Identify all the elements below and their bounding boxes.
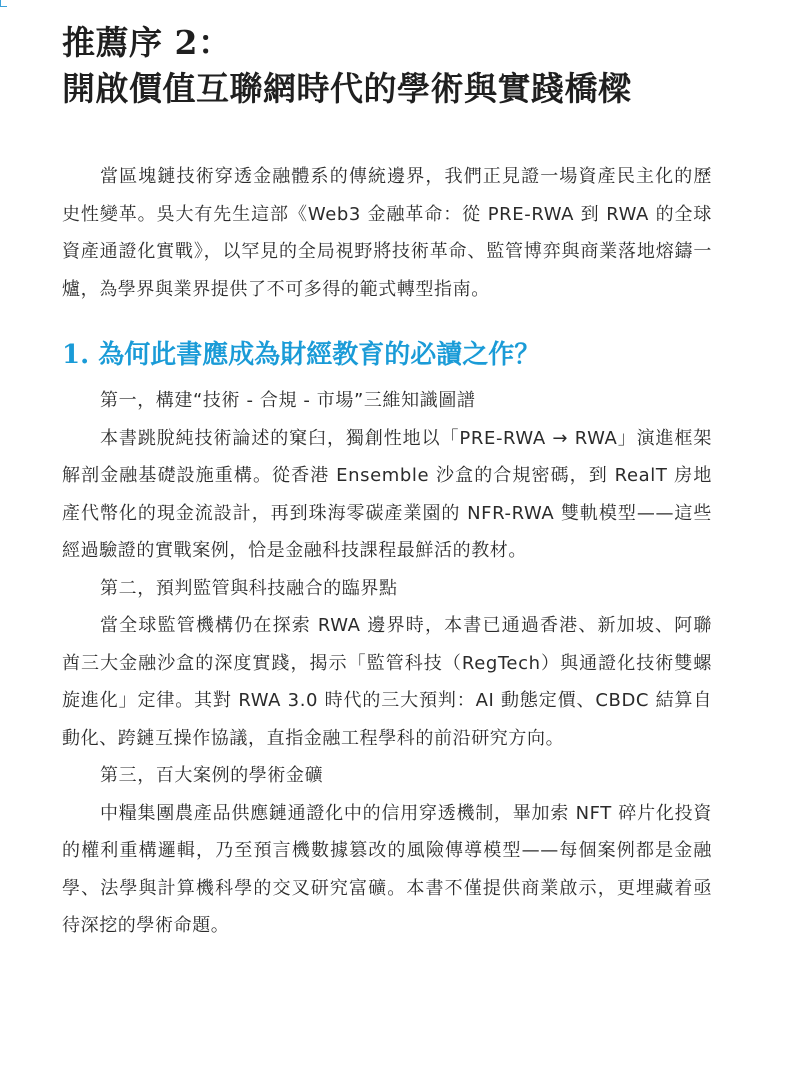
point-subheading: 第二，預判監管與科技融合的臨界點 — [100, 577, 398, 599]
section-heading: 1. 為何此書應成為財經教育的必讀之作？ — [62, 340, 541, 370]
page-title — [62, 20, 712, 112]
intro-section — [62, 158, 712, 308]
title-line-1: 推薦序 2： — [62, 23, 232, 62]
point-1 — [62, 382, 712, 570]
point-2 — [62, 570, 712, 758]
point-subheading: 第三，百大案例的學術金礦 — [100, 765, 324, 786]
title-line-2: 開啟價值互聯網時代的學術與實踐橋樑 — [62, 69, 632, 108]
point-body: 中糧集團農產品供應鏈通證化中的信用穿透機制，畢加索 NFT 碎片化投資的權利重構邏輯，乃至預言機數據篡改的風險傳導模型——每個案例都是金融學、法學與計算機科學的交叉研究富礦。本書不僅提供商業啟示，更埋藏着亟待深挖的學術命題。 — [62, 802, 712, 936]
point-3 — [62, 757, 712, 945]
point-subheading: 第一，構建“技術 - 合規 - 市場”三維知識圖譜 — [100, 390, 476, 411]
point-body: 當全球監管機構仍在探索 RWA 邊界時，本書已通過香港、新加坡、阿聯酋三大金融沙盒的深度實踐，揭示「監管科技（RegTech）與通證化技術雙螺旋進化」定律。其對 RWA 3.0 時代的三大預判：AI 動態定價、CBDC 結算自動化、跨鏈互操作協議，直指金融工程學科的前沿研究方向。 — [62, 615, 712, 749]
point-body: 本書跳脫純技術論述的窠臼，獨創性地以「PRE-RWA → RWA」演進框架解剖金融基礎設施重構。從香港 Ensemble 沙盒的合規密碼，到 RealT 房地產代幣化的現金流設計，再到珠海零碳產業園的 NFR-RWA 雙軌模型——這些經過驗證的實戰案例，恰是金融科技課程最鮮活的教材。 — [62, 427, 712, 561]
intro-paragraph: 當區塊鏈技術穿透金融體系的傳統邊界，我們正見證一場資產民主化的歷史性變革。吳大有先生這部《Web3 金融革命：從 PRE-RWA 到 RWA 的全球資產通證化實戰》，以罕見的全局視野將技術革命、監管博弈與商業落地熔鑄一爐，為學界與業界提供了不可多得的範式轉型指南。 — [62, 166, 712, 300]
book-page — [62, 20, 712, 945]
corner-crop-mark — [0, 0, 7, 7]
